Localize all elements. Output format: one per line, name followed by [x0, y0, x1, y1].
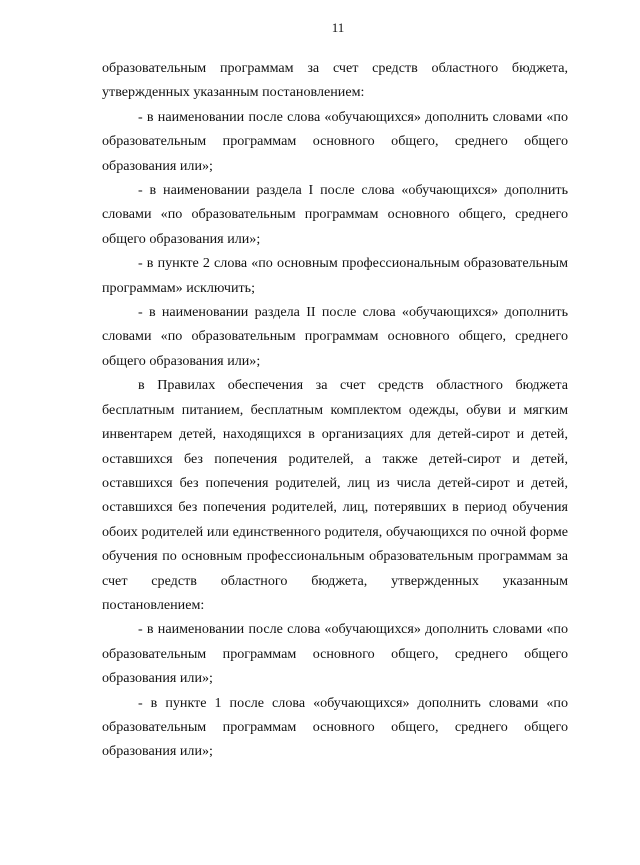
- paragraph-6: в Правилах обеспечения за счет средств областного бюджета бесплатным питанием, бесплатным комплектом одежды, обуви и мягким инвентарем детей, находящихся в организациях для детей-сирот и детей, оставшихся без попечения родителей, а также детей-сирот и детей, оставшихся без попечения родителей, лиц из числа детей-сирот и детей, оставшихся без попечения родителей, лиц, потерявших в период обучения обоих родителей или единственного родителя, обучающихся по очной форме обучения по основным профессиональным образовательным программам за счет средств областного бюджета, утвержденных указанным постановлением:: [102, 377, 568, 613]
- page-number: 11: [331, 20, 345, 35]
- paragraph-3: - в наименовании раздела I после слова «обучающихся» дополнить словами «по образовательным программам основного общего, среднего общего образования или»;: [102, 182, 568, 247]
- document-body: [102, 56, 568, 764]
- paragraph-1: образовательным программам за счет средств областного бюджета, утвержденных указанным постановлением:: [102, 60, 568, 101]
- paragraph-8: - в пункте 1 после слова «обучающихся» дополнить словами «по образовательным программам основного общего, среднего общего образования или»;: [102, 694, 568, 760]
- paragraph-7: - в наименовании после слова «обучающихся» дополнить словами «по образовательным программам основного общего, среднего общего образования или»;: [102, 621, 568, 687]
- paragraph-4: - в пункте 2 слова «по основным профессиональным образовательным программам» исключить;: [102, 255, 568, 296]
- paragraph-2: - в наименовании после слова «обучающихся» дополнить словами «по образовательным программам основного общего, среднего общего образования или»;: [102, 108, 568, 174]
- paragraph-5: - в наименовании раздела II после слова «обучающихся» дополнить словами «по образовательным программам основного общего, среднего общего образования или»;: [102, 304, 568, 369]
